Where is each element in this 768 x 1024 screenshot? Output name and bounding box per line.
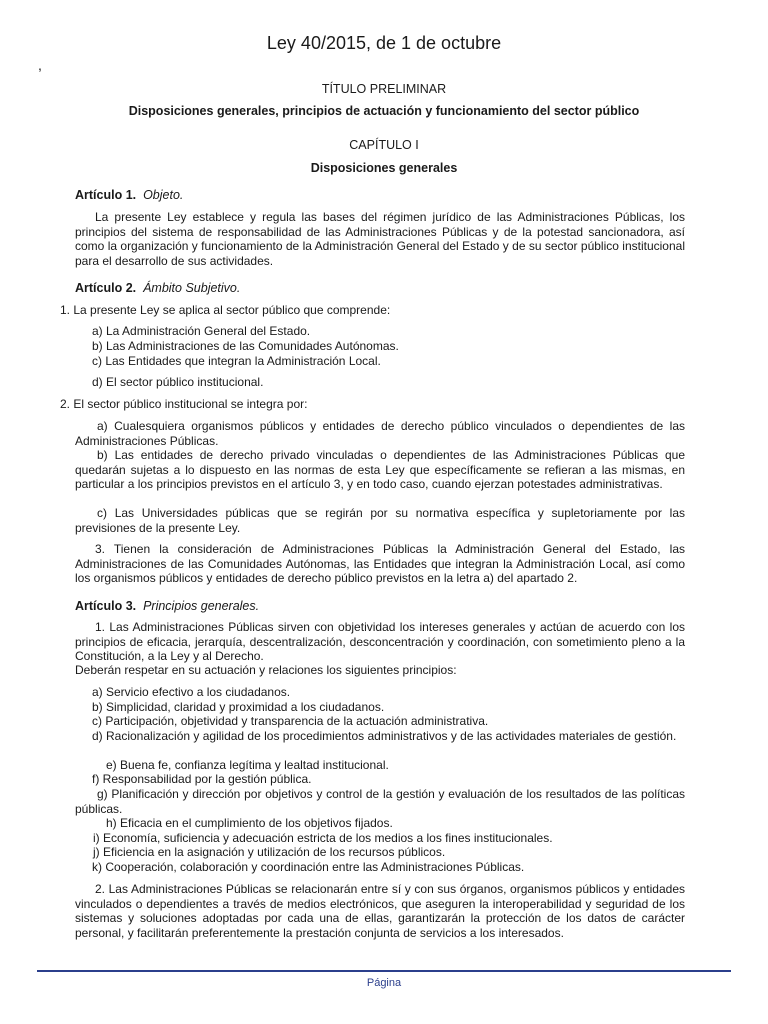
article-1-name: Objeto. [143,188,184,202]
article-3-number: Artículo 3. [75,599,137,613]
list-item: a) La Administración General del Estado. [92,324,311,338]
list-item: c) Las Entidades que integran la Administración Local. [92,354,381,368]
article-3-paragraph-1b: Deberán respetar en su actuación y relaciones los siguientes principios: [75,663,457,677]
list-item: j) Eficiencia en la asignación y utilización de los recursos públicos. [93,845,446,859]
article-2-name: Ámbito Subjetivo. [143,281,241,295]
list-item: g) Planificación y dirección por objetivos y control de la gestión y evaluación de los resultados de las políticas públicas. [75,787,685,816]
page-footer-label: Página [366,977,402,989]
list-item: a) Servicio efectivo a los ciudadanos. [92,685,291,699]
article-2-number: Artículo 2. [75,281,137,295]
article-3-paragraph-1: 1. Las Administraciones Públicas sirven con objetividad los intereses generales y actúan de acuerdo con los principios de eficacia, jerarquía, descentralización, desconcentración y coordinación, con sometimiento pleno a la Constitución, a la Ley y al Derecho. [75,620,685,664]
footer-rule [37,970,731,972]
list-item: i) Economía, suficiencia y adecuación estricta de los medios a los fines institucionales. [93,831,553,845]
article-3-name: Principios generales. [143,599,260,613]
titulo-label: TÍTULO PRELIMINAR [321,82,447,96]
article-3-heading [75,599,259,614]
list-item: h) Eficacia en el cumplimiento de los objetivos fijados. [106,816,393,830]
article-2-paragraph-2: 2. El sector público institucional se integra por: [60,397,308,411]
article-1-heading [75,188,183,203]
article-2-paragraph-3: 3. Tienen la consideración de Administraciones Públicas la Administración General del Estado, las Administraciones de las Comunidades Autónomas, las Entidades que integran la Administración Local, así como los organismos públicos y entidades de derecho público previstos en la letra a) del apartado 2. [75,542,685,586]
list-item: d) Racionalización y agilidad de los procedimientos administrativos y de las actividades materiales de gestión. [92,729,677,743]
article-2-heading [75,281,240,296]
list-item: k) Cooperación, colaboración y coordinación entre las Administraciones Públicas. [92,860,525,874]
list-item: e) Buena fe, confianza legítima y lealtad institucional. [106,758,389,772]
list-item: f) Responsabilidad por la gestión pública. [92,772,312,786]
list-item: d) El sector público institucional. [92,375,264,389]
article-1-number: Artículo 1. [75,188,137,202]
capitulo-label: CAPÍTULO I [349,138,419,152]
titulo-description: Disposiciones generales, principios de actuación y funcionamiento del sector público [128,104,640,118]
stray-mark: , [38,57,42,73]
list-item: b) Simplicidad, claridad y proximidad a los ciudadanos. [92,700,385,714]
list-item: b) Las entidades de derecho privado vinculadas o dependientes de las Administraciones Públicas que quedarán sujetas a lo dispuesto en las normas de esta Ley que específicamente se refieran a las mismas, en particular a los principios previstos en el artículo 3, y en todo caso, cuando ejerzan potestades administrativas. [75,448,685,492]
list-item: c) Las Universidades públicas que se regirán por su normativa específica y supletoriamente por las previsiones de la presente Ley. [75,506,685,535]
capitulo-description: Disposiciones generales [310,161,458,175]
article-1-body: La presente Ley establece y regula las bases del régimen jurídico de las Administraciones Públicas, los principios del sistema de responsabilidad de las Administraciones Públicas y de la potestad sancionadora, así como la organización y funcionamiento de la Administración General del Estado y de su sector público institucional para el desarrollo de sus actividades. [75,210,685,268]
list-item: a) Cualesquiera organismos públicos y entidades de derecho público vinculados o dependientes de las Administraciones Públicas. [75,419,685,448]
article-3-paragraph-2: 2. Las Administraciones Públicas se relacionarán entre sí y con sus órganos, organismos públicos y entidades vinculados o dependientes a través de medios electrónicos, que aseguren la interoperabilidad y seguridad de los sistemas y soluciones adoptadas por cada una de ellas, garantizarán la protección de los datos de carácter personal, y facilitarán preferentemente la prestación conjunta de servicios a los interesados. [75,882,685,940]
list-item: c) Participación, objetividad y transparencia de la actuación administrativa. [92,714,489,728]
list-item: b) Las Administraciones de las Comunidades Autónomas. [92,339,399,353]
article-2-paragraph-1: 1. La presente Ley se aplica al sector público que comprende: [60,303,391,317]
document-title: Ley 40/2015, de 1 de octubre [266,33,502,53]
